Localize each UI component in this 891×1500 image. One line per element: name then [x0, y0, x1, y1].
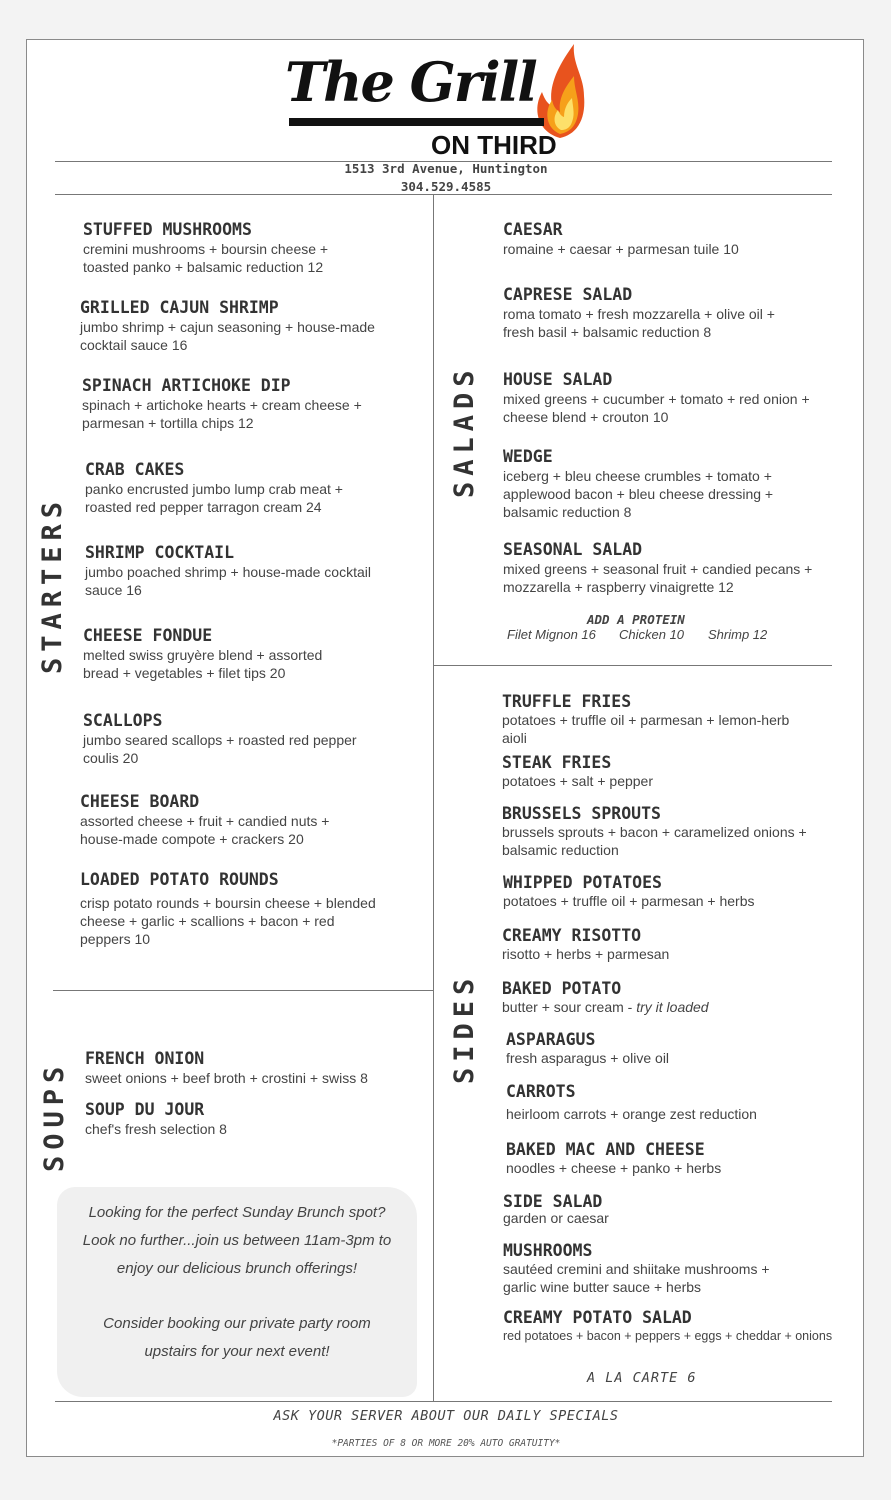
item-desc: cheese + garlic + scallions + bacon + red [80, 913, 335, 929]
item-name: SIDE SALAD [503, 1192, 603, 1211]
menu-page [26, 39, 864, 1457]
promo-text: upstairs for your next event! [144, 1343, 330, 1360]
address: 1513 3rd Avenue, Huntington [344, 161, 548, 176]
item-desc: jumbo seared scallops + roasted red pepper [83, 732, 357, 748]
item-desc: sweet onions + beef broth + crostini + swiss 8 [85, 1070, 368, 1086]
item-desc: jumbo shrimp + cajun seasoning + house-made [80, 319, 375, 335]
item-desc: fresh basil + balsamic reduction 8 [503, 324, 712, 340]
menu-item [80, 298, 430, 354]
item-name: CAPRESE SALAD [503, 285, 633, 304]
item-desc: romaine + caesar + parmesan tuile 10 [503, 241, 739, 257]
item-desc: roasted red pepper tarragon cream 24 [85, 499, 322, 515]
daily-specials-note: ASK YOUR SERVER ABOUT OUR DAILY SPECIALS [273, 1408, 619, 1424]
menu-item [502, 927, 842, 963]
gratuity-note: *PARTIES OF 8 OR MORE 20% AUTO GRATUITY* [331, 1438, 561, 1449]
section-title-soups: SOUPS [39, 1060, 70, 1172]
item-desc: balsamic reduction 8 [503, 504, 632, 520]
item-desc: chef's fresh selection 8 [85, 1121, 227, 1137]
item-desc [502, 998, 842, 1016]
item-desc: cremini mushrooms + boursin cheese + [83, 241, 329, 257]
item-desc: house-made compote + crackers 20 [80, 831, 304, 847]
item-desc: spinach + artichoke hearts + cream cheese + [82, 397, 362, 413]
menu-item [82, 376, 422, 432]
item-desc: aioli [502, 730, 527, 746]
item-desc: noodles + cheese + panko + herbs [506, 1160, 722, 1176]
divider [55, 194, 832, 195]
protein-option: Shrimp 12 [708, 627, 768, 642]
item-name: MUSHROOMS [503, 1241, 593, 1260]
menu-item [83, 220, 423, 276]
menu-item [80, 792, 420, 848]
menu-item [502, 980, 842, 1016]
item-name: CHEESE FONDUE [83, 626, 213, 645]
item-desc: garden or caesar [503, 1210, 609, 1226]
logo-subtitle: ON THIRD [431, 130, 557, 160]
item-desc: toasted panko + balsamic reduction 12 [83, 259, 324, 275]
menu-item [506, 1083, 846, 1123]
menu-item [85, 543, 425, 599]
menu-item [503, 874, 843, 910]
item-desc: risotto + herbs + parmesan [502, 946, 670, 962]
logo-wordmark: The Grill [285, 50, 536, 114]
item-name: SHRIMP COCKTAIL [85, 543, 235, 562]
item-desc: panko encrusted jumbo lump crab meat + [85, 481, 343, 497]
item-desc: potatoes + truffle oil + parmesan + herbs [503, 893, 755, 909]
protein-option: Chicken 10 [619, 627, 685, 642]
item-name: STEAK FRIES [502, 753, 612, 772]
item-desc: red potatoes + bacon + peppers + eggs + cheddar + onions [503, 1329, 833, 1343]
item-desc: mixed greens + seasonal fruit + candied pecans + [503, 561, 813, 577]
item-desc: cocktail sauce 16 [80, 337, 188, 353]
item-name: FRENCH ONION [85, 1049, 205, 1068]
menu-item [503, 540, 843, 596]
item-name: BAKED MAC AND CHEESE [506, 1140, 705, 1159]
item-name: SOUP DU JOUR [85, 1100, 205, 1119]
item-name: HOUSE SALAD [503, 370, 613, 389]
menu-item [85, 460, 425, 516]
logo-underline [289, 118, 544, 126]
promo-text: Look no further...join us between 11am-3pm to [82, 1232, 392, 1249]
item-desc: brussels sprouts + bacon + caramelized onions + [502, 824, 807, 840]
item-desc: assorted cheese + fruit + candied nuts + [80, 813, 330, 829]
item-name: CREAMY RISOTTO [502, 926, 642, 945]
item-desc: bread + vegetables + filet tips 20 [83, 665, 286, 681]
menu-item [503, 1242, 843, 1296]
item-name: SCALLOPS [83, 711, 163, 730]
item-name: CREAMY POTATO SALAD [503, 1308, 692, 1327]
divider [433, 665, 832, 666]
item-desc: cheese blend + crouton 10 [503, 409, 669, 425]
item-desc: jumbo poached shrimp + house-made cocktail [85, 564, 371, 580]
menu-item [503, 1309, 848, 1345]
item-desc: parmesan + tortilla chips 12 [82, 415, 254, 431]
menu-item [80, 870, 430, 948]
item-desc: peppers 10 [80, 931, 151, 947]
promo-text: Consider booking our private party room [103, 1315, 371, 1332]
item-name: SEASONAL SALAD [503, 540, 643, 559]
item-desc: sauce 16 [85, 582, 142, 598]
item-desc-text: butter + sour cream - [502, 999, 637, 1015]
item-name: BRUSSELS SPROUTS [502, 804, 661, 823]
item-desc-emphasis: try it loaded [636, 999, 709, 1015]
add-protein-title: ADD A PROTEIN [587, 612, 685, 627]
item-desc: coulis 20 [83, 750, 139, 766]
item-desc: potatoes + salt + pepper [502, 773, 653, 789]
item-name: BAKED POTATO [502, 979, 622, 998]
menu-item [506, 1141, 846, 1177]
menu-item [503, 285, 843, 341]
menu-item [503, 1194, 843, 1226]
item-name: CAESAR [503, 220, 563, 239]
phone: 304.529.4585 [400, 179, 492, 194]
item-name: SPINACH ARTICHOKE DIP [82, 376, 291, 395]
item-name: CRAB CAKES [85, 460, 185, 479]
item-name: ASPARAGUS [506, 1030, 596, 1049]
item-desc: heirloom carrots + orange zest reduction [506, 1106, 757, 1122]
menu-item [502, 693, 842, 747]
menu-item [502, 805, 842, 859]
divider [55, 1401, 832, 1402]
item-desc: potatoes + truffle oil + parmesan + lemon-herb [502, 712, 790, 728]
item-desc: applewood bacon + bleu cheese dressing + [503, 486, 774, 502]
item-name: STUFFED MUSHROOMS [83, 220, 252, 239]
menu-item [503, 447, 843, 521]
item-desc: melted swiss gruyère blend + assorted [83, 647, 323, 663]
menu-item [83, 626, 423, 682]
protein-option: Filet Mignon 16 [507, 627, 596, 642]
item-name: TRUFFLE FRIES [502, 692, 632, 711]
item-desc: mozzarella + raspberry vinaigrette 12 [503, 579, 734, 595]
item-desc: iceberg + bleu cheese crumbles + tomato + [503, 468, 772, 484]
item-desc: garlic wine butter sauce + herbs [503, 1279, 702, 1295]
column-divider [433, 194, 434, 1402]
sides-price: A LA CARTE 6 [587, 1370, 697, 1386]
menu-item [503, 220, 843, 258]
item-desc: fresh asparagus + olive oil [506, 1050, 670, 1066]
section-title-sides: SIDES [449, 972, 480, 1084]
menu-item [85, 1100, 415, 1138]
item-name: CARROTS [506, 1082, 576, 1101]
item-desc: sautéed cremini and shiitake mushrooms + [503, 1261, 770, 1277]
item-name: GRILLED CAJUN SHRIMP [80, 298, 279, 317]
divider [53, 990, 433, 991]
item-desc: mixed greens + cucumber + tomato + red onion + [503, 391, 810, 407]
section-title-starters: STARTERS [37, 495, 68, 674]
item-desc: balsamic reduction [502, 842, 619, 858]
item-name: CHEESE BOARD [80, 792, 200, 811]
menu-item [502, 754, 842, 790]
item-name: LOADED POTATO ROUNDS [80, 870, 279, 889]
promo-text: Looking for the perfect Sunday Brunch spot? [88, 1204, 386, 1221]
menu-item [83, 711, 423, 767]
item-desc: crisp potato rounds + boursin cheese + blended [80, 895, 376, 911]
promo-text: enjoy our delicious brunch offerings! [116, 1260, 358, 1277]
menu-item [503, 370, 843, 426]
section-title-salads: SALADS [449, 364, 480, 498]
item-name: WEDGE [503, 447, 553, 466]
menu-item [506, 1031, 846, 1067]
item-name: WHIPPED POTATOES [503, 873, 662, 892]
item-desc: roma tomato + fresh mozzarella + olive oil + [503, 306, 775, 322]
menu-item [85, 1049, 415, 1087]
